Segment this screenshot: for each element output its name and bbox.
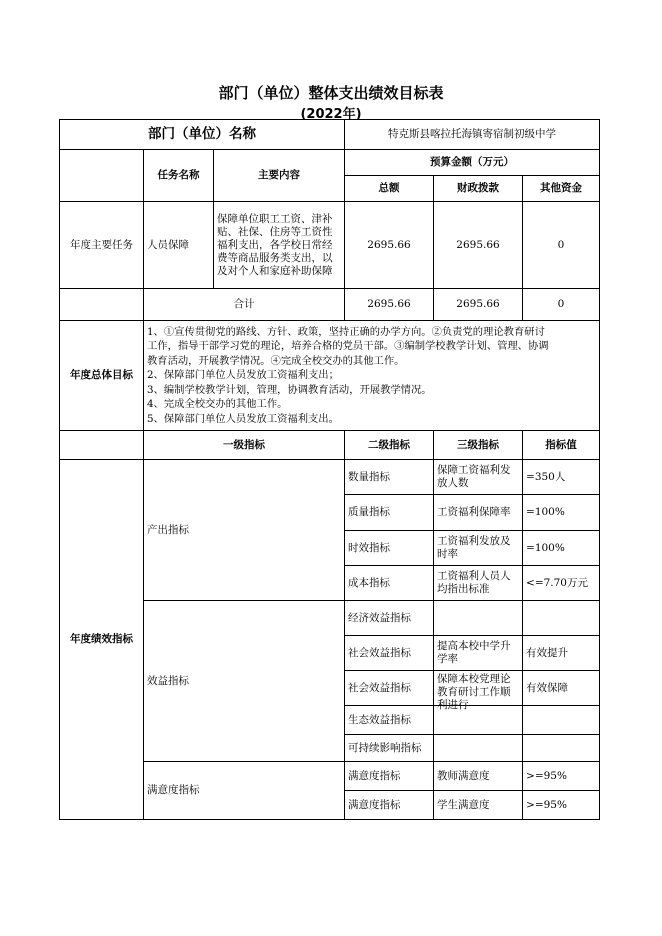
level3-cell: 保障工资福利发放人数 [434,460,523,495]
performance-goal-table [59,119,600,820]
level2-cell: 成本指标 [345,566,434,601]
level3-cell: 提高本校中学升学率 [434,636,523,671]
level3-cell [434,671,523,711]
sum-total: 2695.66 [345,289,434,321]
value-cell: >=95% [523,791,600,820]
goal-line: 教育活动，开展教学情况。④完成全校交办的其他工作。 [147,354,405,367]
level2-cell: 质量指标 [345,495,434,531]
goal-line: 2、保障部门单位人员发放工资福利支出； [147,369,339,382]
goal-line: 1、①宣传贯彻党的路线、方针、政策，坚持正确的办学方向。②负责党的理论教育研讨 [147,325,545,338]
goal-line: 4、完成全校交办的其他工作。 [147,398,288,411]
level3-text: 保障本校党理论教育研讨工作顺利进行 [437,673,511,711]
level1-header: 一级指标 [144,431,345,460]
level2-cell: 满意度指标 [345,791,434,820]
benefit-indicator-label: 效益指标 [144,601,345,762]
level3-cell: 学生满意度 [434,791,523,820]
level3-cell: 教师满意度 [434,762,523,791]
level2-cell: 数量指标 [345,460,434,495]
overall-goal-text [144,321,600,431]
goal-line: 5、保障部门单位人员发放工资福利支出。 [147,412,339,425]
value-header: 指标值 [523,431,600,460]
overall-goal-label: 年度总体目标 [60,321,144,431]
dept-name-label: 部门（单位）名称 [60,120,345,150]
annual-task-label: 年度主要任务 [60,202,144,289]
level3-cell: 工资福利发放及时率 [434,531,523,566]
level3-cell: 工资福利保障率 [434,495,523,531]
value-cell: <=7.70万元 [523,566,600,601]
sum-other: 0 [523,289,600,321]
level3-header: 三级指标 [434,431,523,460]
main-content-header: 主要内容 [214,150,345,202]
value-cell: >=95% [523,762,600,791]
value-cell [523,735,600,762]
page-title: 部门（单位）整体支出绩效目标表 [218,84,444,102]
sum-label: 合计 [144,289,345,321]
level2-cell: 满意度指标 [345,762,434,791]
other-funds-header: 其他资金 [523,176,600,202]
satisfaction-indicator-label: 满意度指标 [144,762,345,820]
value-cell: 有效保障 [523,671,600,706]
dept-name-value: 特克斯县喀拉托海镇寄宿制初级中学 [345,120,600,150]
level3-cell [434,601,523,636]
value-cell [523,706,600,735]
fiscal-header: 财政拨款 [434,176,523,202]
annual-task-other: 0 [523,202,600,289]
level3-cell: 工资福利人员人均指出标准 [434,566,523,601]
level3-cell [434,735,523,762]
blank-cell [60,150,144,202]
blank-cell [60,431,144,460]
sum-fiscal: 2695.66 [434,289,523,321]
blank-cell [60,289,144,321]
level2-cell: 经济效益指标 [345,601,434,636]
perf-indicators-label: 年度绩效指标 [60,460,144,820]
output-indicator-label: 产出指标 [144,460,345,601]
value-cell: =100% [523,531,600,566]
goal-line: 工作，指导干部学习党的理论，培养合格的党员干部。③编制学校教学计划、管理、协调 [147,340,549,353]
value-cell: 有效提升 [523,636,600,671]
annual-task-content: 保障单位职工工资、津补贴、社保、住房等工资性福利支出，各学校日常经费等商品服务类支出，以及对个人和家庭补助保障 [214,202,345,289]
level2-header: 二级指标 [345,431,434,460]
task-name-header: 任务名称 [144,150,214,202]
total-header: 总额 [345,176,434,202]
goal-line: 3、编制学校教学计划，管理，协调教育活动，开展教学情况。 [147,383,432,396]
value-cell [523,601,600,636]
annual-task-total: 2695.66 [345,202,434,289]
annual-task-name: 人员保障 [144,202,214,289]
level2-cell: 时效指标 [345,531,434,566]
year-subtitle: (2022年) [300,107,362,122]
level2-cell: 社会效益指标 [345,636,434,671]
value-cell: =350人 [523,460,600,495]
value-cell: =100% [523,495,600,531]
level2-cell: 可持续影响指标 [345,735,434,762]
level2-cell: 生态效益指标 [345,706,434,735]
level2-cell: 社会效益指标 [345,671,434,706]
budget-header: 预算金额（万元） [345,150,600,176]
annual-task-fiscal: 2695.66 [434,202,523,289]
